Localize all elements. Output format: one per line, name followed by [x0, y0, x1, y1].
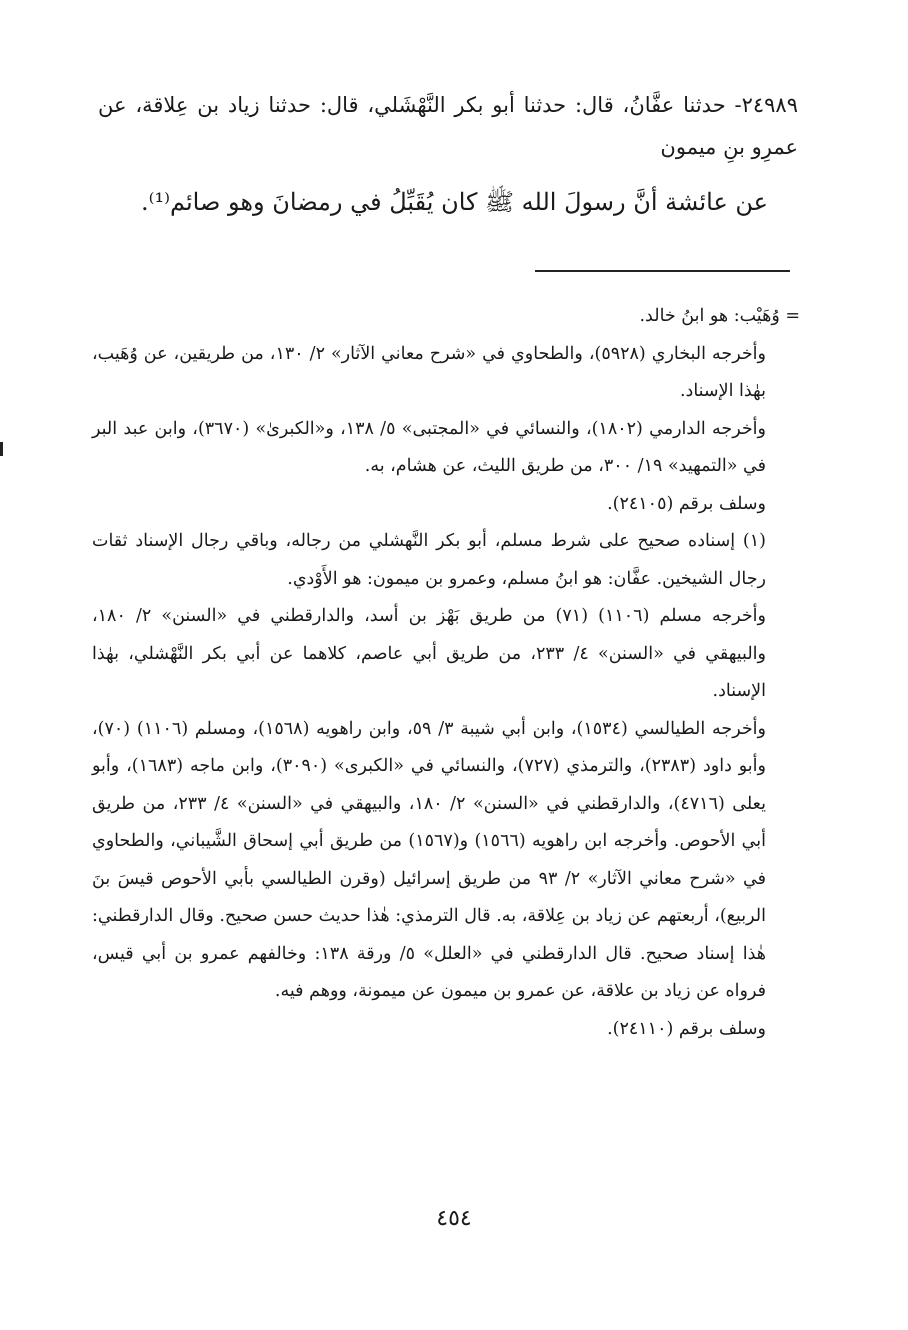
footnote-separator	[535, 270, 790, 272]
margin-mark	[0, 442, 3, 456]
hadith-matn: عن عائشة أنَّ رسولَ الله ﷺ كان يُقَبِّلُ في رمضانَ وهو صائم⁽¹⁾.	[140, 188, 768, 216]
footnote-paragraph: وسلف برقم (٢٤١٠٥).	[607, 493, 766, 514]
footnote-paragraph: وأخرجه البخاري (٥٩٢٨)، والطحاوي في «شرح معاني الآثار» ٢/ ١٣٠، من طريقين، عن وُهَيب، بهٰذا الإسناد.	[92, 343, 766, 401]
footnote-1: (١) إسناده صحيح على شرط مسلم، أبو بكر النَّهشلي من رجاله، وباقي رجال الإسناد ثقات رجال الشيخين. عفَّان: هو ابنُ مسلم، وعمرو بن ميمون: هو الأَوْدي.	[92, 531, 766, 589]
footnotes-section	[92, 298, 800, 1048]
footnote-paragraph: وسلف برقم (٢٤١١٠).	[607, 1018, 766, 1039]
footnote-paragraph: وأخرجه مسلم (١١٠٦) (٧١) من طريق بَهْز بن أسد، والدارقطني في «السنن» ٢/ ١٨٠، والبيهقي في «السنن» ٤/ ٢٣٣، من طريق أبي عاصم، كلاهما عن أبي بكر النَّهْشلي، بهٰذا الإسناد.	[92, 606, 766, 701]
page-number: ٤٥٤	[436, 1206, 472, 1231]
footnote-paragraph: وأخرجه الطيالسي (١٥٣٤)، وابن أبي شيبة ٣/ ٥٩، وابن راهويه (١٥٦٨)، ومسلم (١١٠٦) (٧٠)، وأبو داود (٢٣٨٣)، والترمذي (٧٢٧)، والنسائي في «الكبرى» (٣٠٩٠)، وابن ماجه (١٦٨٣)، وأبو يعلى (٤٧١٦)، والدارقطني في «السنن» ٢/ ١٨٠، والبيهقي في «السنن» ٤/ ٢٣٣، من طريق أبي الأحوص. وأخرجه ابن راهويه (١٥٦٦) و(١٥٦٧) من طريق أبي إسحاق الشَّيباني، والطحاوي في «شرح معاني الآثار» ٢/ ٩٣ من طريق إسرائيل (وقرن الطيالسي بأبي الأحوص قيسَ بنَ الربيع)، أربعتهم عن زياد بن عِلاقة، به. قال الترمذي: هٰذا حديث حسن صحيح. وقال الدارقطني: هٰذا إسناد صحيح. قال الدارقطني في «العلل» ٥/ ورقة ١٣٨: وخالفهم عمرو بن أبي قيس، فرواه عن زياد بن علاقة، عن عمرو بن ميمون عن ميمونة، ووهم فيه.	[92, 718, 767, 1001]
hadith-isnad: ٢٤٩٨٩- حدثنا عفَّانُ، قال: حدثنا أبو بكر النَّهْشَلي، قال: حدثنا زياد بن عِلاقة، عن عمرِو بنِ ميمون	[98, 93, 798, 159]
footnote-paragraph: وأخرجه الدارمي (١٨٠٢)، والنسائي في «المجتبى» ٥/ ١٣٨، و«الكبرىٰ» (٣٦٧٠)، وابن عبد البر في «التمهيد» ١٩/ ٣٠٠، من طريق الليث، عن هشام، به.	[92, 418, 766, 476]
footnote-continuation: = وُهَيْب: هو ابنُ خالد.	[639, 306, 800, 326]
